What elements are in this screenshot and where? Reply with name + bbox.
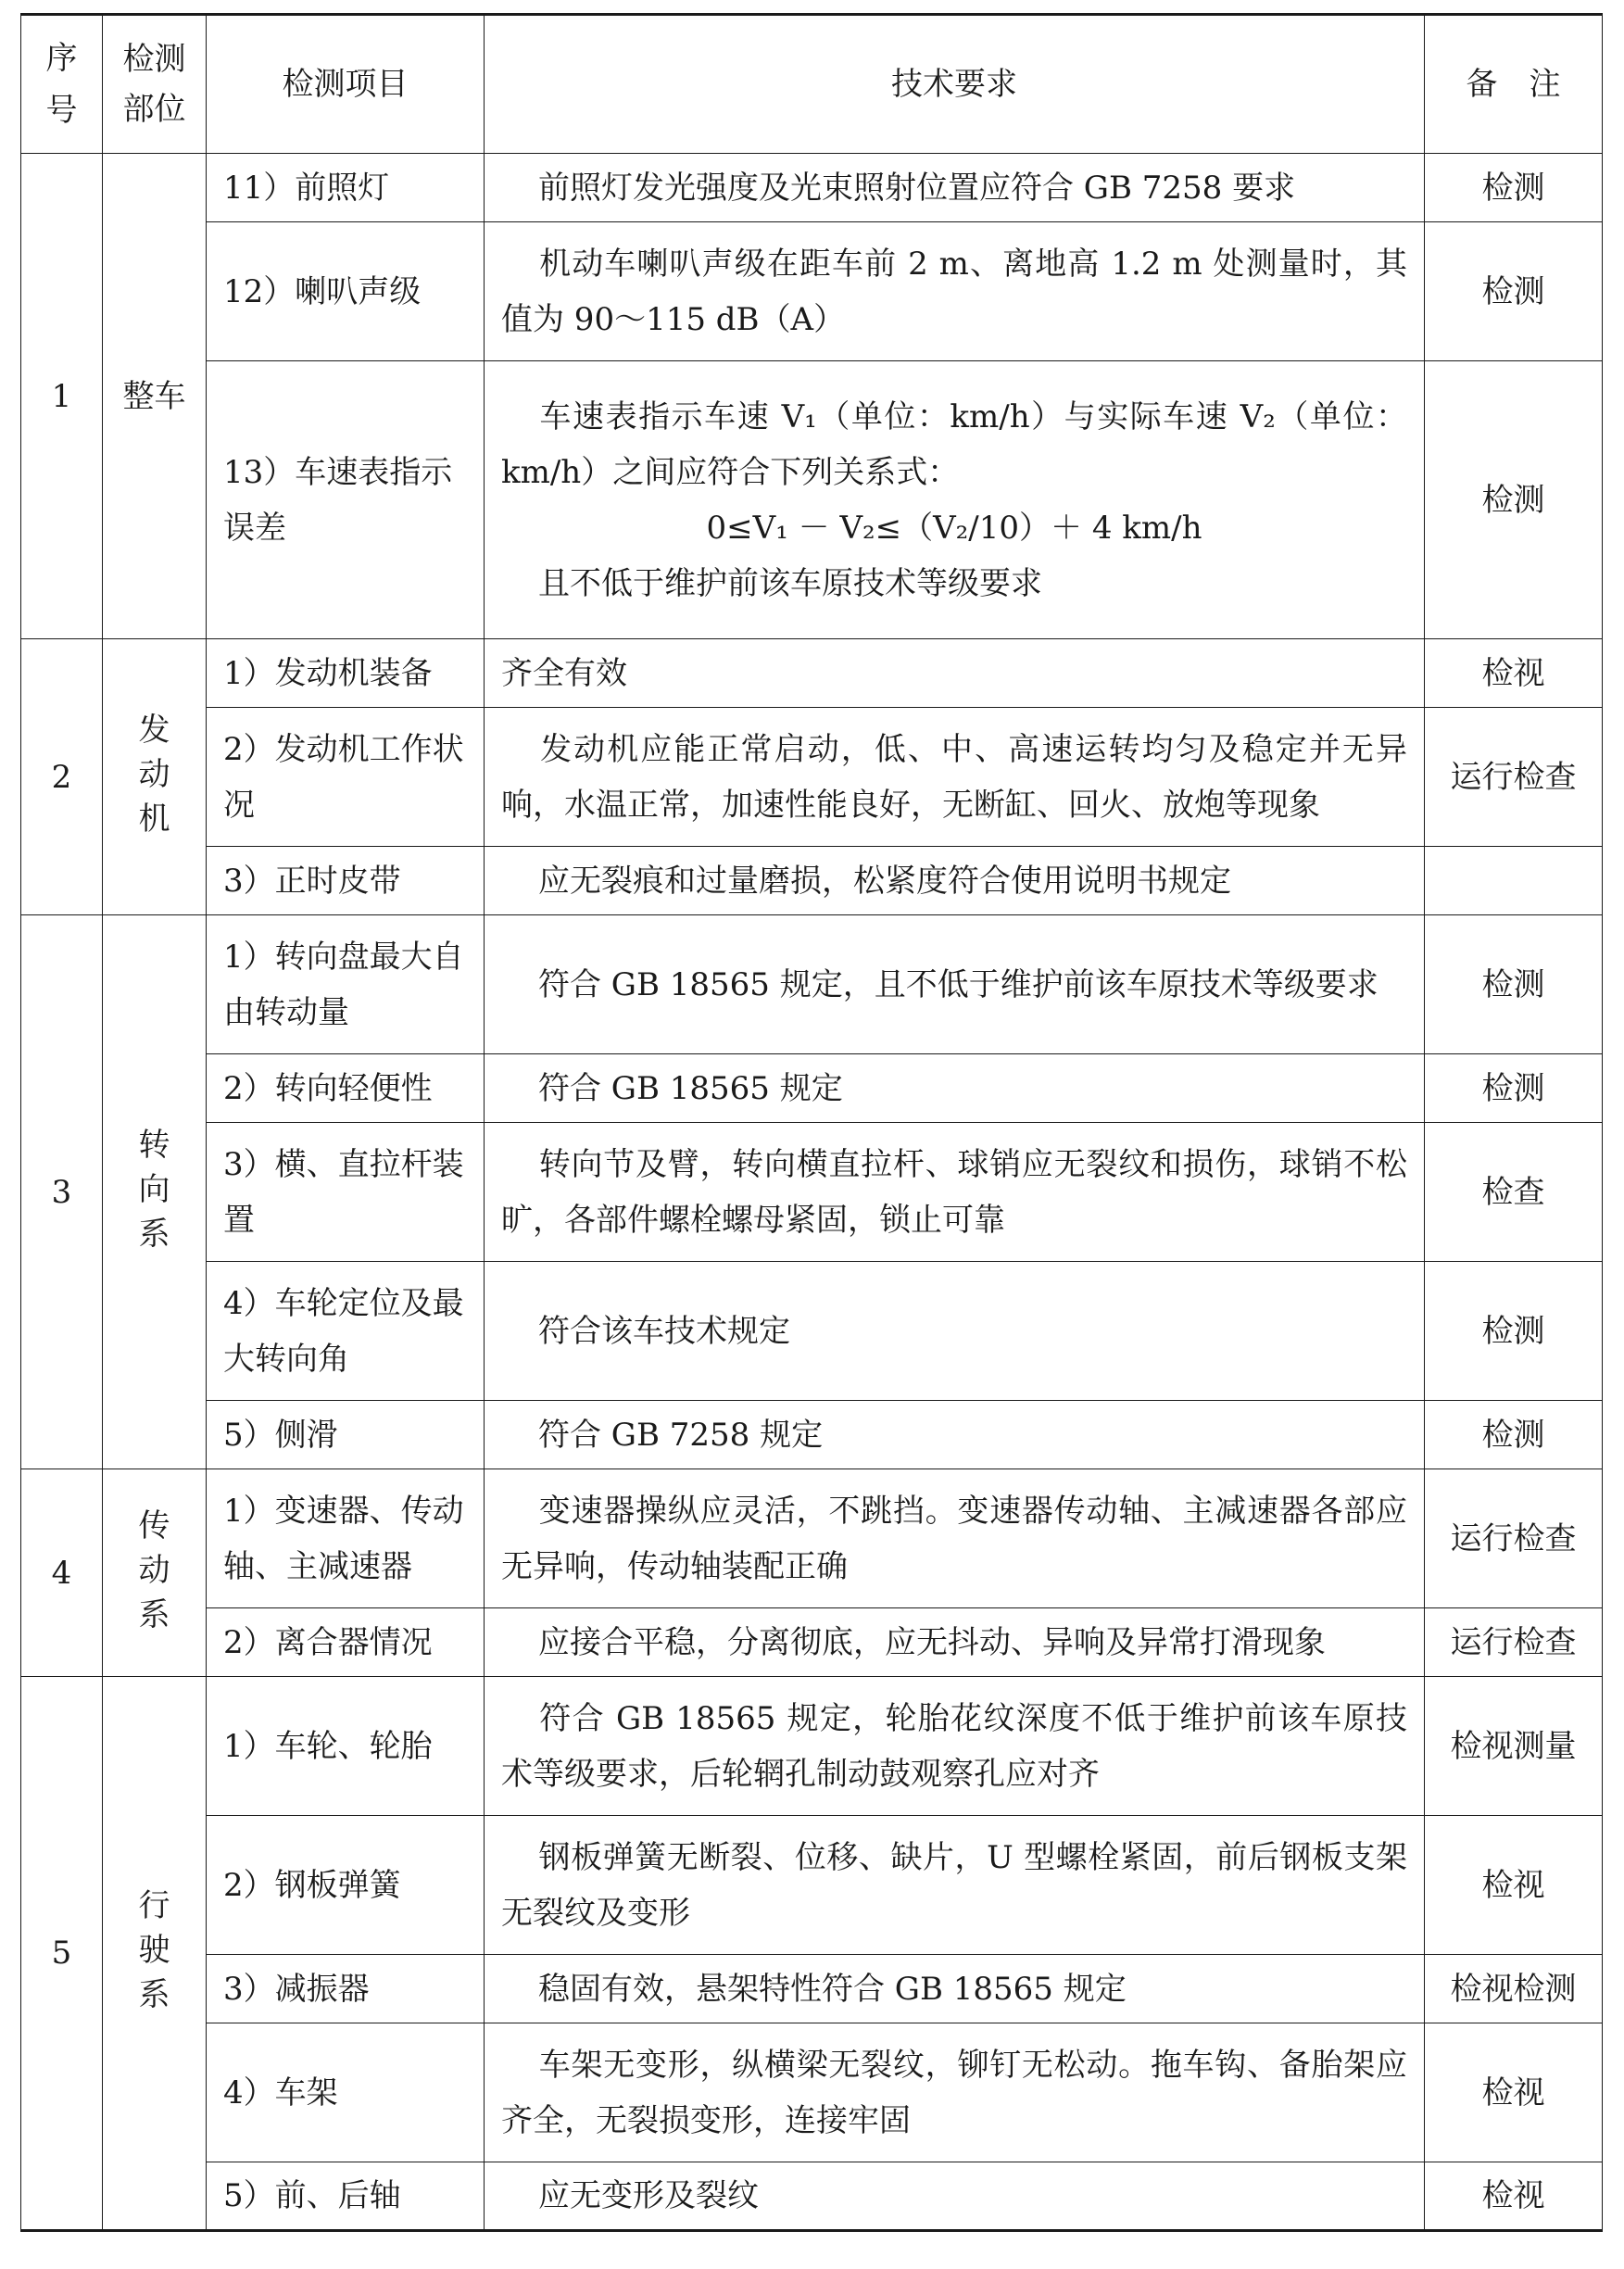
req-text: 符合 GB 18565 规定 — [538, 1069, 843, 1107]
req-cell — [485, 847, 1425, 915]
item-cell: 1）发动机装备 — [207, 639, 485, 708]
req-cell — [485, 915, 1425, 1054]
req-text: 符合 GB 7258 规定 — [538, 1416, 824, 1454]
part-label: 行驶系 — [138, 1887, 170, 2013]
item-cell: 2）发动机工作状况 — [207, 708, 485, 847]
req-text: 符合该车技术规定 — [538, 1312, 790, 1350]
seq-cell: 3 — [21, 915, 103, 1469]
req-text: 符合 GB 18565 规定，轮胎花纹深度不低于维护前该车原技术等级要求，后轮辋孔制动鼓观察孔应对齐 — [501, 1699, 1407, 1793]
table-row — [21, 1677, 1603, 1816]
header-row — [21, 15, 1603, 154]
req-cell — [485, 1401, 1425, 1469]
note-cell: 检视 — [1425, 639, 1603, 708]
item-cell: 1）转向盘最大自由转动量 — [207, 915, 485, 1054]
item-cell: 5）前、后轴 — [207, 2162, 485, 2231]
table-row — [21, 1608, 1603, 1677]
req-text: 应接合平稳，分离彻底，应无抖动、异响及异常打滑现象 — [538, 1623, 1326, 1661]
item-cell: 13）车速表指示误差 — [207, 361, 485, 639]
note-cell: 检测 — [1425, 1054, 1603, 1123]
part-label: 传动系 — [138, 1506, 170, 1633]
note-cell: 运行检查 — [1425, 708, 1603, 847]
req-cell — [485, 361, 1425, 639]
req-cell — [485, 1469, 1425, 1608]
note-cell: 检视测量 — [1425, 1677, 1603, 1816]
part-label: 转向系 — [138, 1126, 170, 1253]
header-item: 检测项目 — [207, 15, 485, 154]
req-cell — [485, 1677, 1425, 1816]
note-cell: 检查 — [1425, 1123, 1603, 1262]
note-cell: 检测 — [1425, 915, 1603, 1054]
header-note: 备 注 — [1425, 15, 1603, 154]
note-cell: 检视 — [1425, 2023, 1603, 2162]
note-cell: 运行检查 — [1425, 1608, 1603, 1677]
req-line — [501, 389, 1407, 500]
note-cell: 检测 — [1425, 222, 1603, 361]
req-text: 稳固有效，悬架特性符合 GB 18565 规定 — [538, 1970, 1127, 2008]
req-text: 车速表指示车速 V₁（单位：km/h）与实际车速 V₂（单位：km/h）之间应符合下列关系式： — [501, 397, 1407, 491]
req-cell — [485, 1054, 1425, 1123]
item-cell: 4）车架 — [207, 2023, 485, 2162]
item-cell: 3）正时皮带 — [207, 847, 485, 915]
req-cell — [485, 222, 1425, 361]
note-cell: 检视 — [1425, 2162, 1603, 2231]
item-cell: 3）减振器 — [207, 1955, 485, 2023]
req-cell — [485, 639, 1425, 708]
header-part-label: 检测部位 — [122, 40, 186, 128]
seq-cell: 2 — [21, 639, 103, 915]
table-row — [21, 639, 1603, 708]
table-row — [21, 1262, 1603, 1401]
req-text: 钢板弹簧无断裂、位移、缺片，U 型螺栓紧固，前后钢板支架无裂纹及变形 — [501, 1838, 1407, 1932]
table-row — [21, 1123, 1603, 1262]
req-text: 机动车喇叭声级在距车前 2 m、离地高 1.2 m 处测量时，其值为 90～115 dB（A） — [501, 245, 1407, 338]
part-label: 发动机 — [138, 711, 170, 838]
note-cell: 检测 — [1425, 361, 1603, 639]
seq-cell: 5 — [21, 1677, 103, 2231]
req-cell — [485, 1955, 1425, 2023]
req-cell — [485, 1262, 1425, 1401]
req-text: 符合 GB 18565 规定，且不低于维护前该车原技术等级要求 — [538, 965, 1379, 1003]
table-row — [21, 915, 1603, 1054]
table-row — [21, 1469, 1603, 1608]
item-cell: 4）车轮定位及最大转向角 — [207, 1262, 485, 1401]
req-cell — [485, 1816, 1425, 1955]
note-cell: 检测 — [1425, 154, 1603, 222]
table-row — [21, 1816, 1603, 1955]
req-cell — [485, 2023, 1425, 2162]
req-cell — [485, 1608, 1425, 1677]
req-text: 转向节及臂，转向横直拉杆、球销应无裂纹和损伤，球销不松旷，各部件螺栓螺母紧固，锁止可靠 — [501, 1145, 1407, 1239]
table-row — [21, 708, 1603, 847]
part-cell — [103, 915, 207, 1469]
seq-cell: 4 — [21, 1469, 103, 1677]
note-cell: 运行检查 — [1425, 1469, 1603, 1608]
item-cell: 2）钢板弹簧 — [207, 1816, 485, 1955]
req-line — [501, 556, 1407, 611]
req-cell — [485, 2162, 1425, 2231]
item-cell: 2）转向轻便性 — [207, 1054, 485, 1123]
req-formula: 0≤V₁ － V₂≤（V₂/10）＋ 4 km/h — [706, 509, 1202, 547]
table-row — [21, 154, 1603, 222]
table-row — [21, 1955, 1603, 2023]
note-cell: 检视检测 — [1425, 1955, 1603, 2023]
note-cell: 检视 — [1425, 1816, 1603, 1955]
req-text: 发动机应能正常启动，低、中、高速运转均匀及稳定并无异响，水温正常，加速性能良好，无断缸、回火、放炮等现象 — [501, 730, 1407, 824]
header-req: 技术要求 — [485, 15, 1425, 154]
table-row — [21, 1054, 1603, 1123]
req-text: 齐全有效 — [501, 654, 627, 692]
inspection-table — [20, 13, 1603, 2232]
item-cell: 2）离合器情况 — [207, 1608, 485, 1677]
item-cell: 1）车轮、轮胎 — [207, 1677, 485, 1816]
req-cell — [485, 708, 1425, 847]
part-cell — [103, 1469, 207, 1677]
req-text: 变速器操纵应灵活，不跳挡。变速器传动轴、主减速器各部应无异响，传动轴装配正确 — [501, 1492, 1407, 1585]
part-cell: 整车 — [103, 154, 207, 639]
table-row — [21, 222, 1603, 361]
table-row — [21, 847, 1603, 915]
req-text: 应无变形及裂纹 — [538, 2177, 759, 2214]
item-cell: 3）横、直拉杆装置 — [207, 1123, 485, 1262]
item-cell: 12）喇叭声级 — [207, 222, 485, 361]
req-cell — [485, 1123, 1425, 1262]
part-cell — [103, 1677, 207, 2231]
table-row — [21, 2162, 1603, 2231]
item-cell: 1）变速器、传动轴、主减速器 — [207, 1469, 485, 1608]
req-text: 且不低于维护前该车原技术等级要求 — [538, 564, 1042, 602]
item-cell: 11）前照灯 — [207, 154, 485, 222]
note-cell — [1425, 847, 1603, 915]
req-cell — [485, 154, 1425, 222]
seq-cell: 1 — [21, 154, 103, 639]
spec-document — [20, 13, 1602, 2232]
header-seq: 序号 — [21, 15, 103, 154]
table-row — [21, 2023, 1603, 2162]
req-text: 前照灯发光强度及光束照射位置应符合 GB 7258 要求 — [538, 169, 1296, 207]
item-cell: 5）侧滑 — [207, 1401, 485, 1469]
header-part — [103, 15, 207, 154]
note-cell: 检测 — [1425, 1401, 1603, 1469]
table-row — [21, 1401, 1603, 1469]
table-row — [21, 361, 1603, 639]
req-text: 应无裂痕和过量磨损，松紧度符合使用说明书规定 — [538, 862, 1231, 900]
part-cell — [103, 639, 207, 915]
note-cell: 检测 — [1425, 1262, 1603, 1401]
req-text: 车架无变形，纵横梁无裂纹，铆钉无松动。拖车钩、备胎架应齐全，无裂损变形，连接牢固 — [501, 2046, 1407, 2139]
